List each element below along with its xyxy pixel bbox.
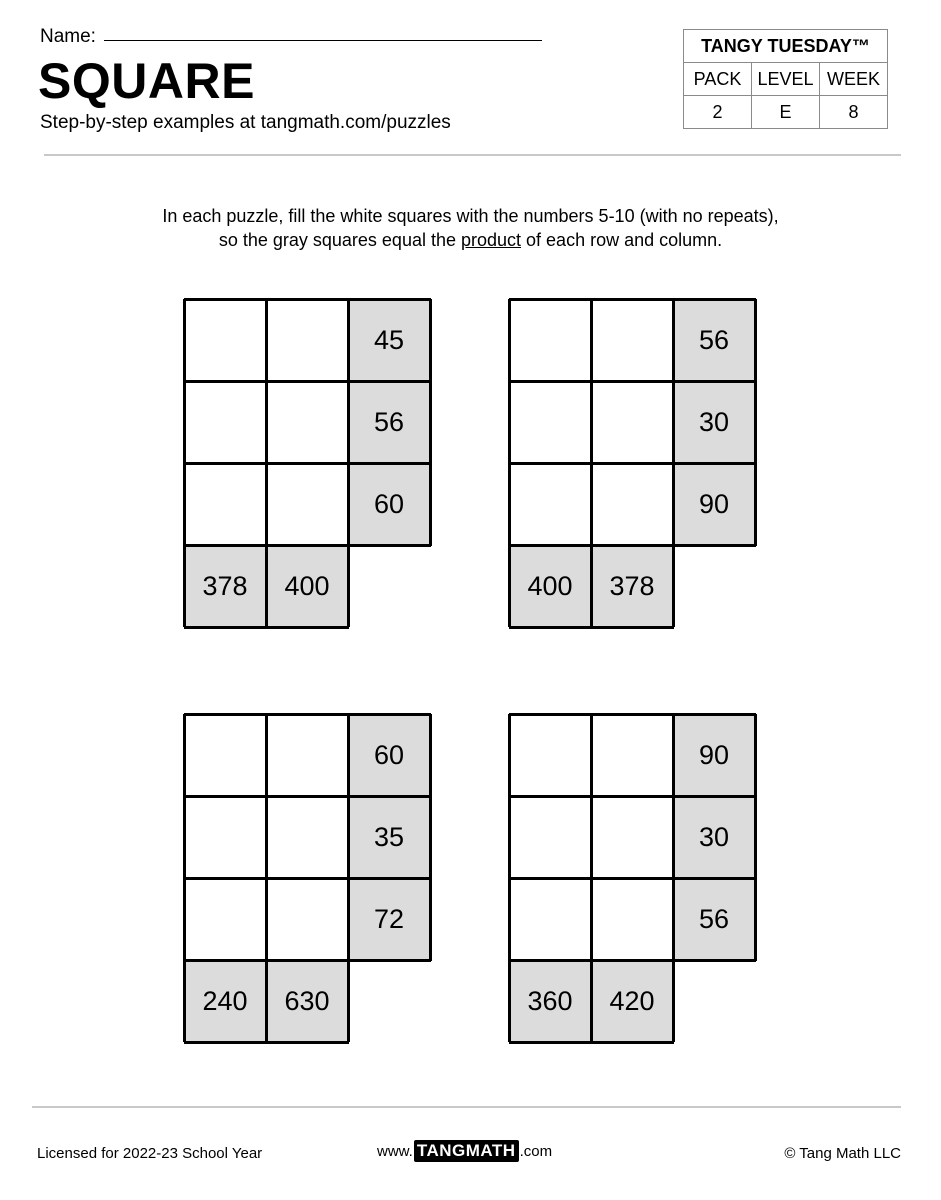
grid-line xyxy=(509,544,756,547)
grid-line xyxy=(184,959,431,962)
answer-cell[interactable] xyxy=(591,714,673,796)
grid-line xyxy=(429,714,432,961)
answer-cell[interactable] xyxy=(266,796,348,878)
grid-line xyxy=(672,299,675,627)
grid-line xyxy=(184,877,431,880)
row-product-cell: 90 xyxy=(673,714,755,796)
row-product-cell: 56 xyxy=(348,381,430,463)
footer-website-suffix: .com xyxy=(519,1142,553,1160)
instructions-product-word: product xyxy=(460,230,522,250)
row-product-cell: 45 xyxy=(348,299,430,381)
answer-cell[interactable] xyxy=(266,299,348,381)
row-product-cell: 35 xyxy=(348,796,430,878)
grid-line xyxy=(347,299,350,627)
tangmath-logo: TANGMATH xyxy=(414,1140,519,1162)
answer-cell[interactable] xyxy=(184,714,266,796)
row-product-cell: 56 xyxy=(673,299,755,381)
row-product-cell: 90 xyxy=(673,463,755,545)
column-product-cell: 240 xyxy=(184,960,266,1042)
answer-cell[interactable] xyxy=(266,381,348,463)
answer-cell[interactable] xyxy=(266,463,348,545)
info-value-week: 8 xyxy=(820,96,888,129)
name-label: Name: xyxy=(40,26,96,47)
grid-line xyxy=(183,714,186,1042)
instructions-line-2-post: of each row and column. xyxy=(521,230,723,250)
answer-cell[interactable] xyxy=(184,878,266,960)
answer-cell[interactable] xyxy=(591,463,673,545)
page-subtitle: Step-by-step examples at tangmath.com/puzzles xyxy=(40,112,451,133)
instructions-line-2-pre: so the gray squares equal the xyxy=(218,230,461,250)
grid-line xyxy=(509,298,756,301)
answer-cell[interactable] xyxy=(509,463,591,545)
row-product-cell: 60 xyxy=(348,714,430,796)
grid-line xyxy=(509,877,756,880)
grid-line xyxy=(508,714,511,1042)
puzzle xyxy=(184,299,430,633)
grid-line xyxy=(184,462,431,465)
footer-website[interactable] xyxy=(377,1140,552,1162)
column-product-cell: 400 xyxy=(509,545,591,627)
grid-line xyxy=(509,795,756,798)
footer-copyright: © Tang Math LLC xyxy=(784,1145,901,1162)
answer-cell[interactable] xyxy=(266,878,348,960)
grid-line xyxy=(184,298,431,301)
puzzle xyxy=(509,714,755,1048)
grid-line xyxy=(509,462,756,465)
info-col-pack: PACK xyxy=(684,63,752,96)
column-product-cell: 420 xyxy=(591,960,673,1042)
answer-cell[interactable] xyxy=(509,714,591,796)
answer-cell[interactable] xyxy=(591,299,673,381)
grid-line xyxy=(184,713,431,716)
row-product-cell: 30 xyxy=(673,381,755,463)
grid-line xyxy=(509,380,756,383)
instructions xyxy=(0,204,941,252)
answer-cell[interactable] xyxy=(509,299,591,381)
answer-cell[interactable] xyxy=(591,878,673,960)
grid-line xyxy=(265,714,268,1042)
info-heading: TANGY TUESDAY™ xyxy=(684,30,888,63)
grid-line xyxy=(183,299,186,627)
grid-line xyxy=(429,299,432,546)
grid-line xyxy=(184,795,431,798)
answer-cell[interactable] xyxy=(591,381,673,463)
grid-line xyxy=(509,959,756,962)
grid-line xyxy=(590,714,593,1042)
column-product-cell: 378 xyxy=(591,545,673,627)
answer-cell[interactable] xyxy=(184,796,266,878)
grid-line xyxy=(184,380,431,383)
instructions-line-2 xyxy=(0,228,941,252)
answer-cell[interactable] xyxy=(184,463,266,545)
grid-line xyxy=(754,714,757,961)
footer-website-prefix: www. xyxy=(377,1142,413,1160)
row-product-cell: 72 xyxy=(348,878,430,960)
answer-cell[interactable] xyxy=(184,299,266,381)
grid-line xyxy=(508,299,511,627)
row-product-cell: 60 xyxy=(348,463,430,545)
column-product-cell: 378 xyxy=(184,545,266,627)
bottom-divider xyxy=(32,1106,901,1108)
answer-cell[interactable] xyxy=(184,381,266,463)
answer-cell[interactable] xyxy=(509,796,591,878)
column-product-cell: 360 xyxy=(509,960,591,1042)
answer-cell[interactable] xyxy=(509,381,591,463)
grid-line xyxy=(347,714,350,1042)
row-product-cell: 56 xyxy=(673,878,755,960)
grid-line xyxy=(509,713,756,716)
footer-license: Licensed for 2022-23 School Year xyxy=(37,1145,263,1162)
grid-line xyxy=(590,299,593,627)
info-value-level: E xyxy=(752,96,820,129)
info-value-pack: 2 xyxy=(684,96,752,129)
info-col-week: WEEK xyxy=(820,63,888,96)
answer-cell[interactable] xyxy=(266,714,348,796)
info-table xyxy=(683,29,888,129)
page-title: SQUARE xyxy=(38,53,255,109)
row-product-cell: 30 xyxy=(673,796,755,878)
grid-line xyxy=(184,544,431,547)
info-col-level: LEVEL xyxy=(752,63,820,96)
top-divider xyxy=(44,154,901,156)
answer-cell[interactable] xyxy=(591,796,673,878)
name-line[interactable] xyxy=(104,40,542,41)
puzzle xyxy=(509,299,755,633)
instructions-line-1: In each puzzle, fill the white squares with the numbers 5-10 (with no repeats), xyxy=(162,206,779,226)
puzzle xyxy=(184,714,430,1048)
grid-line xyxy=(754,299,757,546)
column-product-cell: 630 xyxy=(266,960,348,1042)
answer-cell[interactable] xyxy=(509,878,591,960)
grid-line xyxy=(265,299,268,627)
column-product-cell: 400 xyxy=(266,545,348,627)
grid-line xyxy=(672,714,675,1042)
